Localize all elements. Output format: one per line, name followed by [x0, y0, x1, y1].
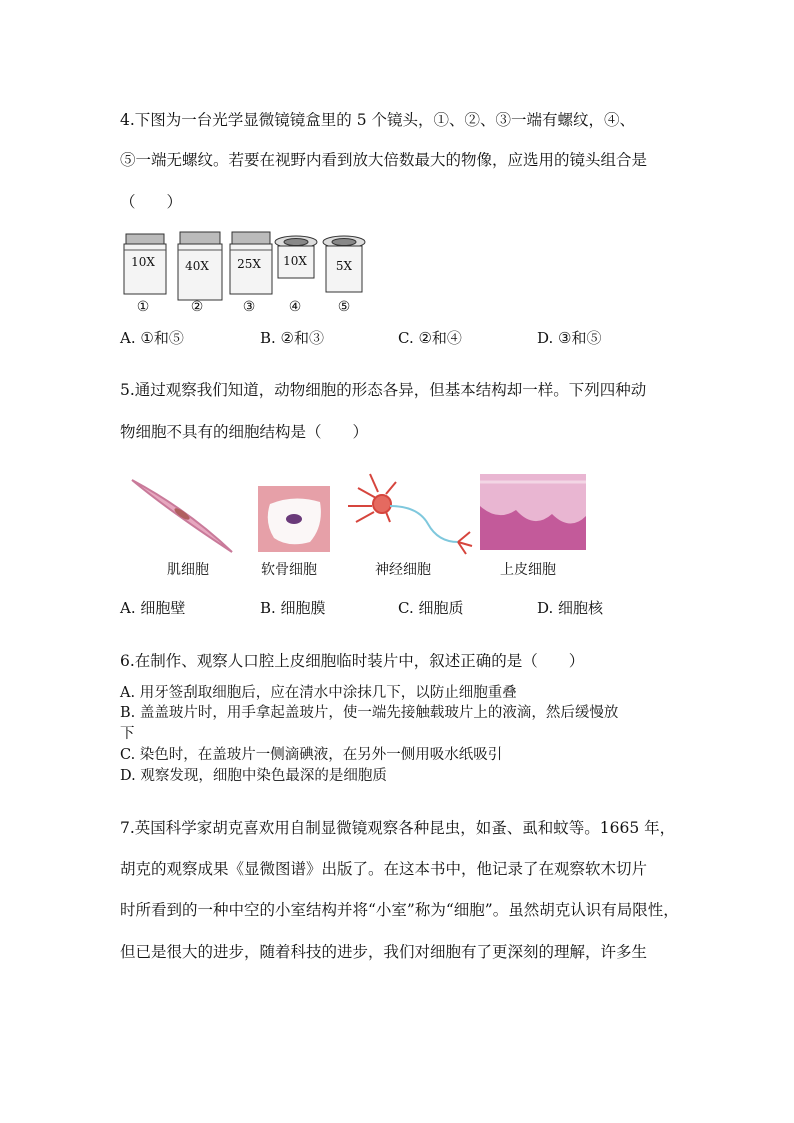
q5-line2: 物细胞不具有的细胞结构是（ ）: [120, 423, 369, 441]
cell-label-neuron: 神经细胞: [375, 562, 431, 578]
q7-line1: 7.英国科学家胡克喜欢用自制显微镜观察各种昆虫，如蚤、虱和蚊等。1665 年，: [120, 819, 676, 837]
q5-line1: 5.通过观察我们知道，动物细胞的形态各异，但基本结构却一样。下列四种动: [120, 381, 647, 399]
q4-option-a: A. ①和⑤: [120, 329, 184, 347]
q6-option-d: D. 观察发现，细胞中染色最深的是细胞质: [120, 768, 387, 784]
muscle-cell-icon: [132, 480, 232, 552]
q6-option-c: C. 染色时，在盖玻片一侧滴碘液，在另外一侧用吸水纸吸引: [120, 747, 503, 763]
lens-2-num: ②: [190, 299, 204, 315]
q4-line1: 4.下图为一台光学显微镜镜盒里的 5 个镜头，①、②、③一端有螺纹，④、: [120, 111, 636, 129]
lens-1-num: ①: [136, 299, 150, 315]
cartilage-cell-icon: [258, 486, 330, 552]
lens-4-label: 10X: [283, 254, 307, 268]
cell-label-muscle: 肌细胞: [167, 562, 209, 578]
q4-line2: ⑤一端无螺纹。若要在视野内看到放大倍数最大的物像，应选用的镜头组合是: [120, 151, 648, 169]
neuron-cell-icon: [348, 474, 472, 554]
q4-option-b: B. ②和③: [260, 329, 325, 347]
lens-1-label: 10X: [131, 255, 155, 269]
lens-5-num: ⑤: [337, 299, 351, 315]
q7-line3: 时所看到的一种中空的小室结构并将“小室”称为“细胞”。虽然胡克认识有局限性，: [120, 901, 679, 919]
q5-option-b: B. 细胞膜: [260, 599, 326, 617]
lens-2-label: 40X: [185, 259, 209, 273]
q4-option-c: C. ②和④: [398, 329, 462, 347]
q5-option-d: D. 细胞核: [537, 599, 604, 617]
q6-option-b-line2: 下: [120, 726, 135, 742]
q5-option-a: A. 细胞壁: [120, 599, 186, 617]
q4-option-d: D. ③和⑤: [537, 329, 602, 347]
q6-option-a: A. 用牙签刮取细胞后，应在清水中涂抹几下，以防止细胞重叠: [120, 685, 517, 701]
q6-line1: 6.在制作、观察人口腔上皮细胞临时装片中，叙述正确的是（ ）: [120, 652, 585, 670]
lens-5-label: 5X: [335, 259, 353, 273]
q7-line2: 胡克的观察成果《显微图谱》出版了。在这本书中，他记录了在观察软木切片: [120, 860, 648, 878]
lens-3-num: ③: [242, 299, 256, 315]
q6-option-b-line1: B. 盖盖玻片时，用手拿起盖玻片，使一端先接触载玻片上的液滴，然后缓慢放: [120, 705, 619, 721]
epithelium-cell-icon: [480, 474, 586, 550]
cell-label-cartilage: 软骨细胞: [261, 562, 317, 578]
lens-4-num: ④: [288, 299, 302, 315]
cell-figure: [128, 470, 598, 560]
lens-3-label: 25X: [237, 257, 261, 271]
cell-label-epithelium: 上皮细胞: [500, 562, 556, 578]
q5-option-c: C. 细胞质: [398, 599, 464, 617]
q7-line4: 但已是很大的进步，随着科技的进步，我们对细胞有了更深刻的理解，许多生: [120, 943, 648, 961]
q4-paren: （ ）: [120, 193, 183, 211]
